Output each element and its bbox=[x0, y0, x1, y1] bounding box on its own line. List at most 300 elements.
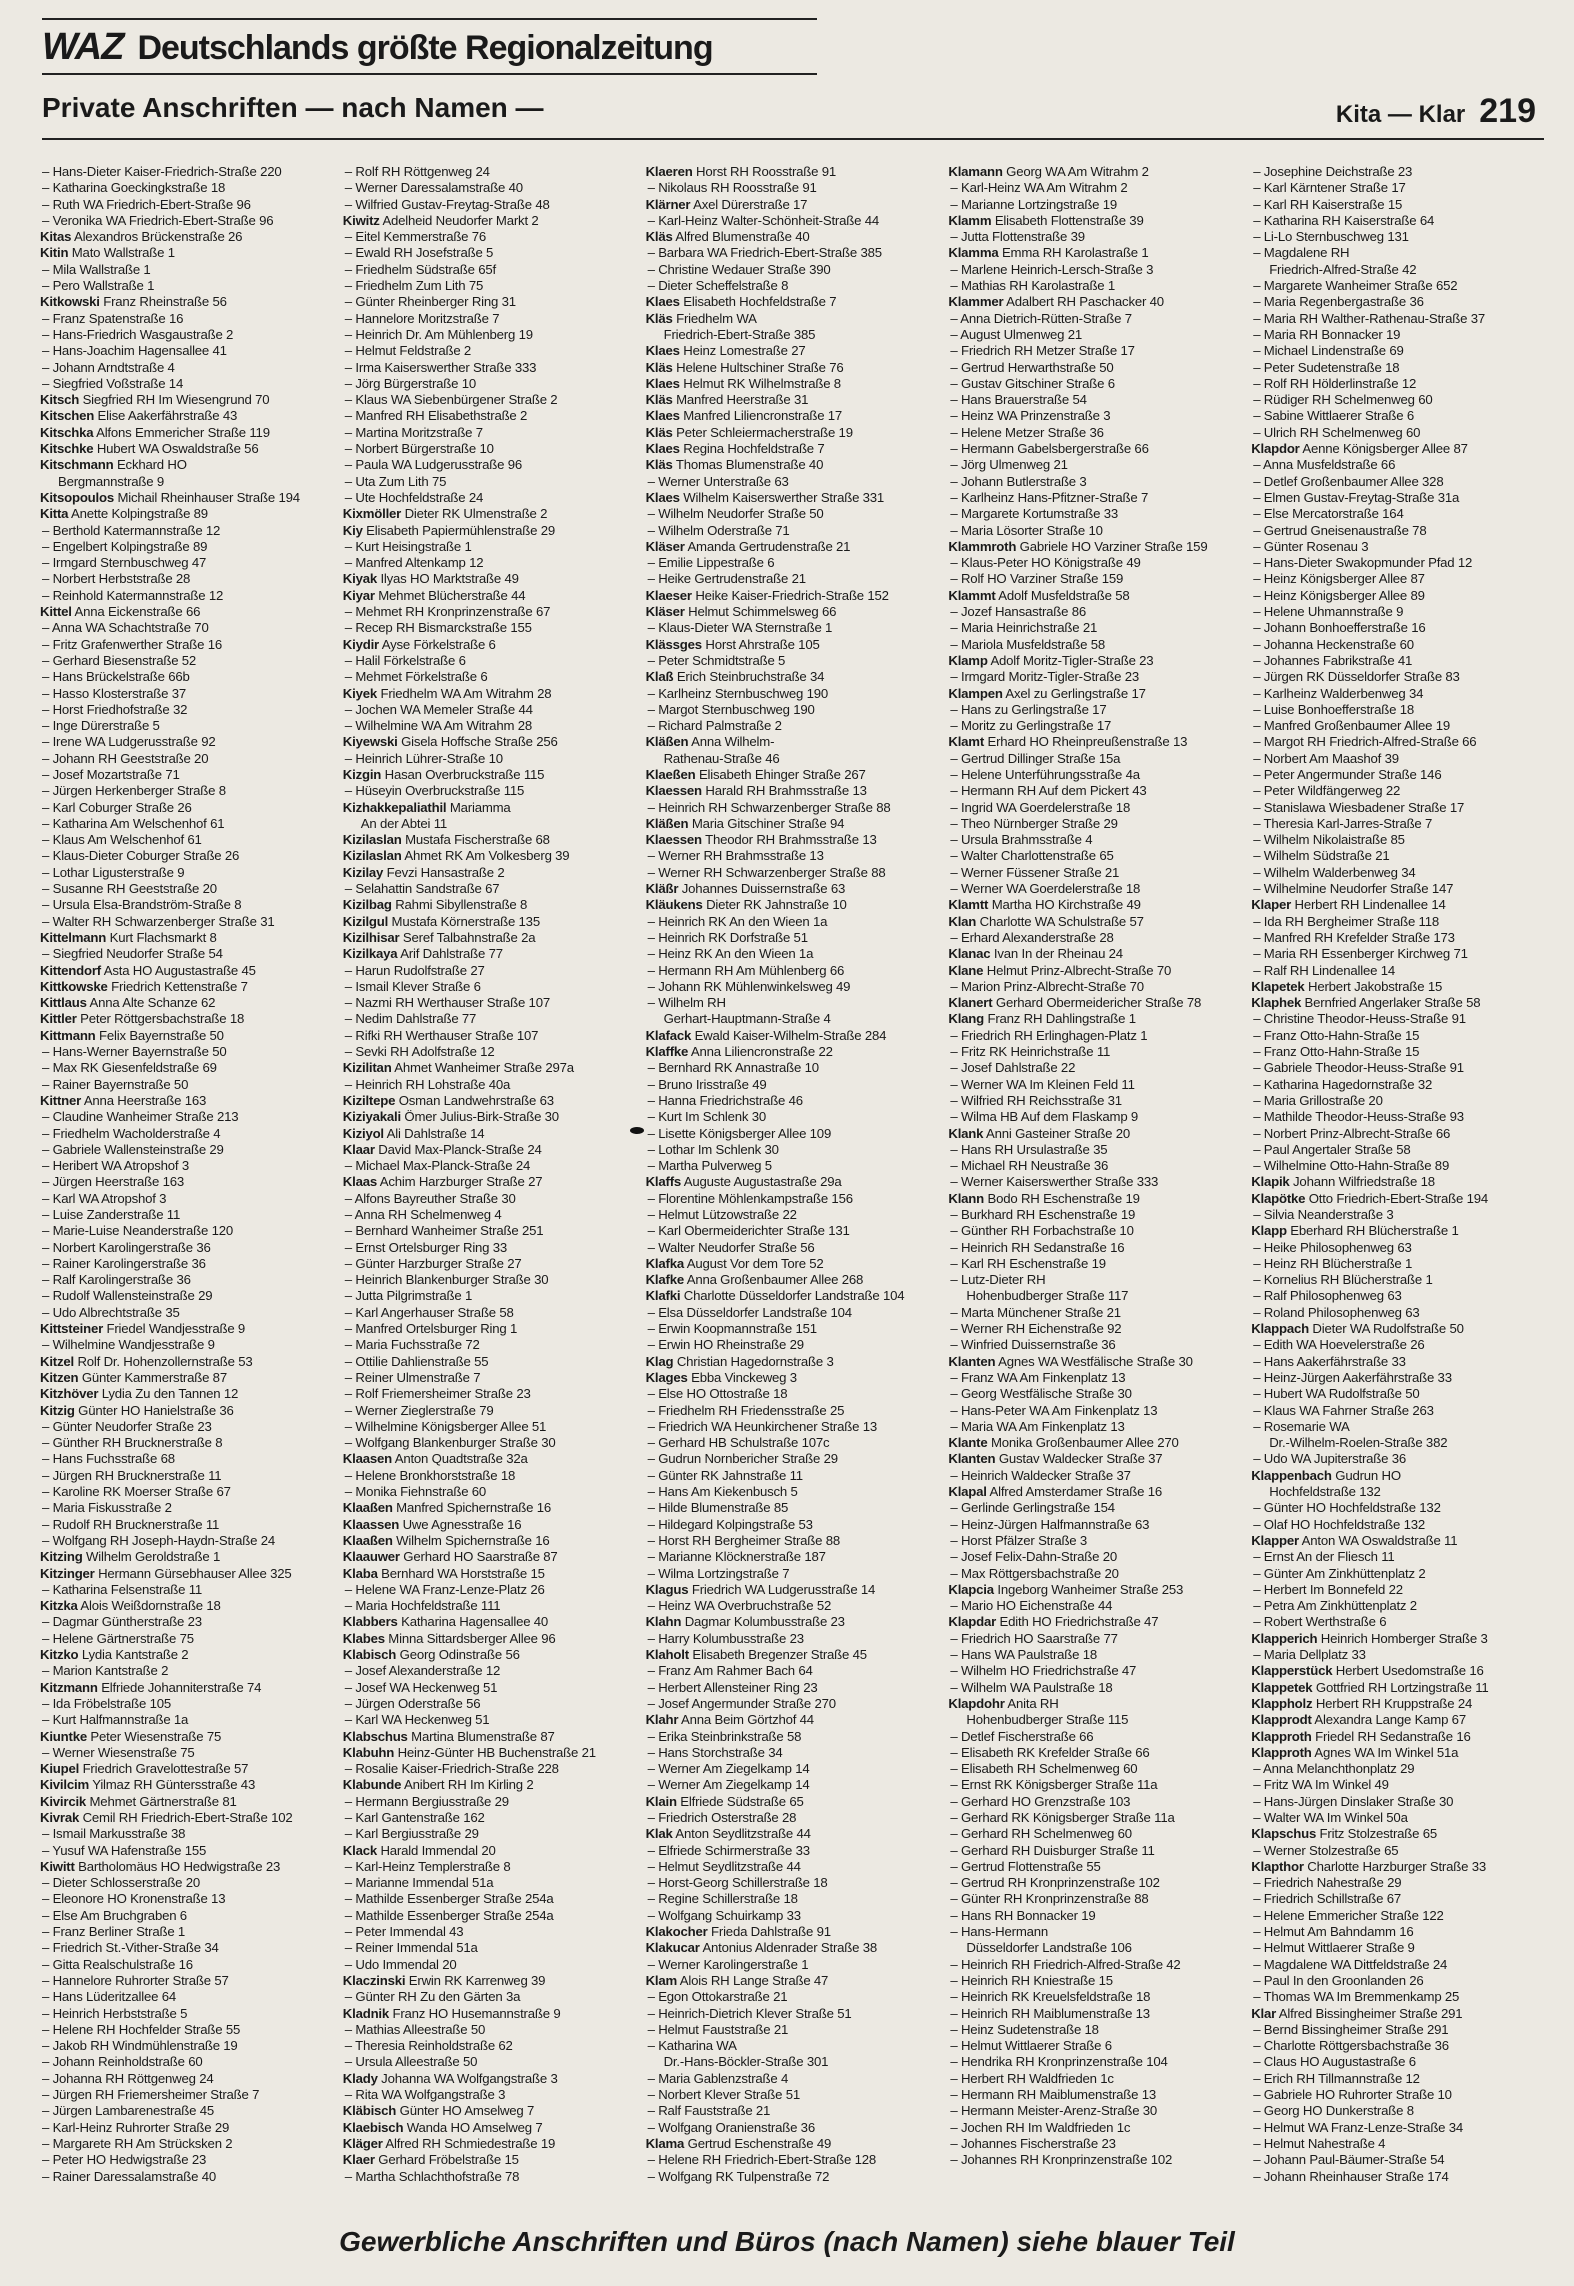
listing-entry bbox=[343, 1826, 632, 1842]
listing-entry bbox=[948, 1142, 1237, 1158]
entry-text: – Rudolf Wallensteinstraße 29 bbox=[42, 1288, 213, 1304]
entry-text: – August Ulmenweg 21 bbox=[950, 326, 1083, 342]
entry-text: – Wilhelm RH bbox=[647, 995, 726, 1011]
entry-continuation: Hohenbudberger Straße 117 bbox=[966, 1288, 1129, 1304]
surname: Klaaßen bbox=[342, 1500, 393, 1516]
listing-entry bbox=[948, 1158, 1237, 1174]
listing-entry bbox=[343, 360, 632, 376]
listing-entry bbox=[1251, 669, 1540, 685]
listing-entry bbox=[948, 1908, 1237, 1924]
listing-entry bbox=[948, 1354, 1237, 1370]
listing-entry bbox=[1251, 995, 1540, 1011]
entry-text: – Helmut Wittlaerer Straße 6 bbox=[950, 2038, 1112, 2054]
listing-entry bbox=[343, 278, 632, 294]
listing-entry bbox=[948, 2152, 1237, 2168]
entry-text: – Margot Sternbuschweg 190 bbox=[647, 701, 815, 717]
listing-entry bbox=[948, 555, 1237, 571]
listing-entry bbox=[343, 571, 632, 587]
listing-entry bbox=[343, 1745, 632, 1761]
surname: Klaes bbox=[645, 294, 680, 310]
entry-text: Agnes WA Im Winkel 51a bbox=[1311, 1744, 1459, 1760]
entry-text: – Heinrich RH Kniestraße 15 bbox=[950, 1972, 1113, 1988]
entry-text: – Gerhard RH Duisburger Straße 11 bbox=[950, 1842, 1155, 1858]
listing-entry bbox=[1251, 702, 1540, 718]
listing-entry bbox=[1251, 360, 1540, 376]
listing-entry bbox=[40, 213, 329, 229]
listing-entry bbox=[646, 1288, 935, 1304]
listing-entry bbox=[646, 669, 935, 685]
listing-entry bbox=[1251, 734, 1540, 750]
listing-entry bbox=[343, 1843, 632, 1859]
surname: Klanert bbox=[948, 995, 993, 1011]
entry-text: – Helmut Lützowstraße 22 bbox=[647, 1207, 797, 1222]
listing-entry bbox=[948, 800, 1237, 816]
listing-entry bbox=[948, 360, 1237, 376]
listing-entry bbox=[343, 1256, 632, 1272]
surname: Kittsteiner bbox=[40, 1321, 104, 1337]
listing-entry bbox=[1251, 1011, 1540, 1027]
entry-text: – Maria Hochfeldstraße 111 bbox=[344, 1598, 501, 1614]
listing-entry bbox=[40, 1794, 329, 1810]
entry-text: – Alfons Bayreuther Straße 30 bbox=[344, 1190, 516, 1206]
entry-text: – Werner Füssener Straße 21 bbox=[950, 864, 1120, 880]
listing-entry bbox=[40, 686, 329, 702]
entry-text: – Karl WA Heckenweg 51 bbox=[344, 1712, 490, 1728]
surname: Klaauwer bbox=[342, 1549, 400, 1565]
entry-text: – Theo Nürnberger Straße 29 bbox=[950, 815, 1118, 831]
listing-entry bbox=[948, 1435, 1237, 1451]
entry-text: Anette Kolpingstraße 89 bbox=[68, 506, 208, 522]
entry-text: Günter HO Hanielstraße 36 bbox=[74, 1402, 234, 1418]
entry-text: – Werner Daressalamstraße 40 bbox=[344, 180, 523, 196]
entry-text: – Rolf HO Varziner Straße 159 bbox=[950, 571, 1124, 587]
listing-entry bbox=[948, 1859, 1237, 1875]
entry-text: – Ida RH Bergheimer Straße 118 bbox=[1253, 913, 1439, 929]
listing-entry bbox=[40, 1973, 329, 1989]
listing-entry bbox=[646, 1126, 935, 1142]
entry-text: – Margot RH Friedrich-Alfred-Straße 66 bbox=[1253, 734, 1477, 750]
entry-text: Minna Sittardsberger Allee 96 bbox=[384, 1630, 556, 1646]
entry-text: – Olaf HO Hochfeldstraße 132 bbox=[1253, 1516, 1425, 1532]
surname: Klapdar bbox=[948, 1614, 997, 1630]
entry-text: Thomas Blumenstraße 40 bbox=[672, 457, 824, 473]
entry-text: – Helene Bronkhorststraße 18 bbox=[344, 1467, 516, 1483]
listing-entry bbox=[948, 1386, 1237, 1402]
surname: Kittler bbox=[40, 1011, 77, 1027]
entry-text: – Florentine Möhlenkampstraße 156 bbox=[647, 1190, 853, 1206]
listing-entry bbox=[948, 2136, 1237, 2152]
listing-entry bbox=[343, 2120, 632, 2136]
surname: Klafka bbox=[645, 1255, 684, 1271]
entry-text: – Heinrich RH Lohstraße 40a bbox=[344, 1076, 511, 1092]
entry-text: – Theresia Karl-Jarres-Straße 7 bbox=[1253, 815, 1433, 831]
listing-entry bbox=[1251, 1777, 1540, 1793]
entry-text: – Johann RH Geeststraße 20 bbox=[42, 750, 209, 766]
surname: Kizgin bbox=[342, 766, 382, 782]
entry-text: – Klaus-Dieter WA Sternstraße 1 bbox=[647, 620, 833, 636]
entry-text: Aenne Königsberger Allee 87 bbox=[1299, 441, 1468, 457]
entry-text: – Mathias Alleestraße 50 bbox=[344, 2021, 486, 2037]
entry-text: – Werner Zieglerstraße 79 bbox=[344, 1402, 494, 1418]
surname: Klakucar bbox=[645, 1940, 700, 1956]
listing-entry bbox=[646, 2152, 935, 2168]
entry-text: – Hans Lüderitzallee 64 bbox=[42, 1989, 176, 2005]
listing-entry bbox=[1251, 2103, 1540, 2119]
entry-text: – Magdalene RH bbox=[1253, 245, 1350, 261]
entry-text: – Helmut Feldstraße 2 bbox=[344, 343, 472, 359]
listing-entry bbox=[343, 2071, 632, 2087]
entry-text: Herbert Usedomstraße 16 bbox=[1332, 1663, 1484, 1679]
entry-text: Ingeborg Wanheimer Straße 253 bbox=[993, 1581, 1184, 1597]
listing-entry bbox=[948, 734, 1237, 750]
entry-text: – Reinhold Katermannstraße 12 bbox=[42, 587, 224, 603]
listing-entry bbox=[646, 1777, 935, 1793]
entry-text: – Helene Metzer Straße 36 bbox=[950, 424, 1104, 440]
entry-text: – Josef WA Heckenweg 51 bbox=[344, 1679, 498, 1695]
entry-text: – Walter WA Im Winkel 50a bbox=[1253, 1809, 1408, 1825]
entry-text: Gottfried RH Lortzingstraße 11 bbox=[1312, 1679, 1489, 1695]
entry-text: Franz RH Dahlingstraße 1 bbox=[984, 1011, 1136, 1027]
listing-entry bbox=[1251, 1370, 1540, 1386]
entry-text: Alois RH Lange Straße 47 bbox=[677, 1972, 829, 1988]
entry-text: – Günther RH Brucknerstraße 8 bbox=[42, 1435, 223, 1451]
listing-entry bbox=[343, 164, 632, 180]
listing-entry bbox=[948, 637, 1237, 653]
entry-text: – Nazmi RH Werthauser Straße 107 bbox=[344, 995, 550, 1011]
listing-entry bbox=[40, 474, 329, 490]
listing-entry bbox=[343, 1484, 632, 1500]
listing-entry bbox=[1251, 2071, 1540, 2087]
listing-entry bbox=[948, 506, 1237, 522]
listing-entry bbox=[343, 1500, 632, 1516]
listing-entry bbox=[343, 1712, 632, 1728]
entry-text: – Mathias RH Karolastraße 1 bbox=[950, 278, 1116, 294]
listing-entry bbox=[40, 327, 329, 343]
entry-text: – Norbert Karolingerstraße 36 bbox=[42, 1239, 211, 1255]
entry-text: – Friedrich WA Heunkirchener Straße 13 bbox=[647, 1418, 877, 1434]
listing-entry bbox=[948, 376, 1237, 392]
listing-entry bbox=[1251, 686, 1540, 702]
entry-text: – Hans Aakerfährstraße 33 bbox=[1253, 1353, 1406, 1369]
entry-text: – Werner RH Eichenstraße 92 bbox=[950, 1321, 1122, 1337]
listing-entry bbox=[40, 1729, 329, 1745]
entry-text: – Karl Gantenstraße 162 bbox=[344, 1809, 485, 1825]
entry-text: – Dieter Scheffelstraße 8 bbox=[647, 278, 789, 294]
entry-text: – Susanne RH Geeststraße 20 bbox=[42, 881, 217, 897]
listing-entry bbox=[948, 327, 1237, 343]
entry-text: – Paul Angertaler Straße 58 bbox=[1253, 1141, 1411, 1157]
surname: Kläser bbox=[645, 538, 685, 554]
entry-text: Dieter WA Rudolfstraße 50 bbox=[1308, 1321, 1464, 1337]
entry-text: – Wilhelm Walderbenweg 34 bbox=[1253, 864, 1416, 880]
entry-text: – Luise Bonhoefferstraße 18 bbox=[1253, 701, 1414, 717]
surname: Kitkowski bbox=[40, 294, 100, 310]
entry-text: Adolf Musfeldstraße 58 bbox=[995, 587, 1130, 603]
listing-entry bbox=[40, 1451, 329, 1467]
surname: Kiziltepe bbox=[342, 1092, 396, 1108]
entry-text: – Egon Ottokarstraße 21 bbox=[647, 1989, 788, 2005]
listing-entry bbox=[948, 1468, 1237, 1484]
listing-entry bbox=[646, 2006, 935, 2022]
listing-entry bbox=[646, 1386, 935, 1402]
surname: Kiyak bbox=[342, 571, 377, 587]
entry-text: Felix Bayernstraße 50 bbox=[95, 1027, 224, 1043]
entry-text: – Margarete RH Am Strücksken 2 bbox=[42, 2135, 233, 2151]
listing-entry bbox=[646, 1191, 935, 1207]
entry-text: Osman Landwehrstraße 63 bbox=[395, 1092, 554, 1108]
listing-entry bbox=[1251, 2038, 1540, 2054]
surname: Kiwitt bbox=[40, 1858, 75, 1874]
surname: Klag bbox=[645, 1353, 674, 1369]
listing-entry bbox=[646, 914, 935, 930]
listing-entry bbox=[343, 1973, 632, 1989]
entry-text: Friedel RH Sedanstraße 16 bbox=[1311, 1728, 1471, 1744]
surname: Kitschke bbox=[40, 441, 94, 457]
entry-text: – Heike Philosophenweg 63 bbox=[1253, 1239, 1412, 1255]
listing-entry bbox=[343, 995, 632, 1011]
entry-text: – Heinrich RH Maiblumenstraße 13 bbox=[950, 2005, 1150, 2021]
listing-entry bbox=[948, 425, 1237, 441]
listing-entry bbox=[1251, 1566, 1540, 1582]
entry-text: Gustav Waldecker Straße 37 bbox=[995, 1451, 1163, 1467]
entry-text: Erhard HO Rheinpreußenstraße 13 bbox=[984, 734, 1188, 750]
entry-text: Elfriede Johanniterstraße 74 bbox=[97, 1679, 262, 1695]
listing-entry bbox=[343, 343, 632, 359]
entry-text: Wanda HO Amselweg 7 bbox=[403, 2119, 543, 2135]
entry-text: – Friedrich St.-Vither-Straße 34 bbox=[42, 1940, 219, 1956]
listing-entry bbox=[646, 1940, 935, 1956]
listing-entry bbox=[646, 1647, 935, 1663]
listing-entry bbox=[646, 180, 935, 196]
entry-text: – Udo WA Jupiterstraße 36 bbox=[1253, 1451, 1407, 1467]
entry-text: – Herbert Im Bonnefeld 22 bbox=[1253, 1581, 1403, 1597]
surname: Kizilitan bbox=[342, 1060, 392, 1076]
listing-entry bbox=[40, 1370, 329, 1386]
entry-text: – Günter RH Kronprinzenstraße 88 bbox=[950, 1891, 1149, 1907]
entry-text: – Günter Rheinberger Ring 31 bbox=[344, 294, 516, 310]
entry-text: – Kurt Heisingstraße 1 bbox=[344, 538, 472, 554]
listing-entry bbox=[343, 441, 632, 457]
listing-entry bbox=[1251, 620, 1540, 636]
entry-text: – Rifki RH Werthauser Straße 107 bbox=[344, 1027, 539, 1043]
surname: Kizilgul bbox=[342, 913, 389, 929]
entry-text: – Hermann Meister-Arenz-Straße 30 bbox=[950, 2103, 1158, 2119]
entry-text: – Anna RH Schelmenweg 4 bbox=[344, 1207, 502, 1222]
surname: Klaessen bbox=[645, 783, 702, 799]
entry-text: – Margarete Kortumstraße 33 bbox=[950, 506, 1118, 522]
listing-entry bbox=[343, 2087, 632, 2103]
listing-entry bbox=[948, 1419, 1237, 1435]
surname: Klaes bbox=[645, 375, 680, 391]
listing-entry bbox=[646, 2103, 935, 2119]
listing-entry bbox=[40, 197, 329, 213]
listing-entry bbox=[646, 2136, 935, 2152]
entry-text: – Jörg Ulmenweg 21 bbox=[950, 457, 1068, 473]
entry-text: – Wilhelmine Neudorfer Straße 147 bbox=[1253, 881, 1454, 897]
entry-text: Ilyas HO Marktstraße 49 bbox=[377, 571, 519, 587]
surname: Kittkowske bbox=[40, 978, 108, 994]
entry-text: – Friedrich Osterstraße 28 bbox=[647, 1809, 797, 1825]
listing-entry bbox=[1251, 1989, 1540, 2005]
listing-entry bbox=[343, 865, 632, 881]
listing-entry bbox=[343, 620, 632, 636]
listing-entry bbox=[646, 588, 935, 604]
entry-text: – Hüseyin Overbruckstraße 115 bbox=[344, 783, 525, 799]
entry-text: – Anna Dietrich-Rütten-Straße 7 bbox=[950, 310, 1132, 326]
surname: Klapprodt bbox=[1251, 1712, 1312, 1728]
listing-entry bbox=[40, 1240, 329, 1256]
listing-entry bbox=[1251, 2169, 1540, 2185]
listing-entry bbox=[646, 1109, 935, 1125]
entry-text: Anna Alte Schanze 62 bbox=[86, 995, 216, 1011]
listing-entry bbox=[646, 441, 935, 457]
surname: Klamt bbox=[948, 734, 985, 750]
listing-entry bbox=[1251, 408, 1540, 424]
listing-entry bbox=[1251, 914, 1540, 930]
listing-entry bbox=[1251, 1142, 1540, 1158]
listing-entry bbox=[646, 490, 935, 506]
listing-entry bbox=[1251, 1614, 1540, 1630]
listing-entry bbox=[646, 1891, 935, 1907]
listing-entry bbox=[1251, 1305, 1540, 1321]
entry-text: – Werner WA Goerdelerstraße 18 bbox=[950, 881, 1141, 897]
entry-text: – Ralf RH Lindenallee 14 bbox=[1253, 962, 1396, 978]
surname: Kixmöller bbox=[342, 506, 402, 522]
entry-text: – Mathilde Theodor-Heuss-Straße 93 bbox=[1253, 1109, 1464, 1125]
surname: Kiziyakali bbox=[342, 1109, 401, 1125]
surname: Klapschus bbox=[1251, 1826, 1317, 1842]
listing-entry bbox=[1251, 604, 1540, 620]
entry-text: Gertrud Eschenstraße 49 bbox=[684, 2135, 832, 2151]
listing-entry bbox=[1251, 311, 1540, 327]
entry-text: – Manfred Großenbaumer Allee 19 bbox=[1253, 718, 1451, 734]
listing-entry bbox=[1251, 1843, 1540, 1859]
listing-entry bbox=[948, 197, 1237, 213]
entry-text: – Else HO Ottostraße 18 bbox=[647, 1386, 788, 1402]
listing-entry bbox=[646, 1044, 935, 1060]
listing-entry bbox=[1251, 245, 1540, 261]
entry-text: – Ute Hochfeldstraße 24 bbox=[344, 489, 484, 505]
listing-entry bbox=[646, 1256, 935, 1272]
entry-text: – Heinrich RK An den Wieen 1a bbox=[647, 913, 828, 929]
listing-entry bbox=[948, 832, 1237, 848]
entry-text: – Karl Bergiusstraße 29 bbox=[344, 1826, 479, 1842]
listing-entry bbox=[646, 718, 935, 734]
surname: Klapdor bbox=[1251, 441, 1300, 457]
entry-text: – Bruno Irisstraße 49 bbox=[647, 1076, 767, 1092]
listing-entry bbox=[1251, 718, 1540, 734]
entry-text: Peter Wiesenstraße 75 bbox=[86, 1728, 222, 1744]
entry-text: – Hendrika RH Kronprinzenstraße 104 bbox=[950, 2054, 1168, 2070]
listing-entry bbox=[948, 311, 1237, 327]
entry-continuation: Gerhart-Hauptmann-Straße 4 bbox=[663, 1011, 831, 1027]
entry-text: – Heinz-Jürgen Halfmannstraße 63 bbox=[950, 1516, 1150, 1532]
surname: Kitzinger bbox=[40, 1565, 95, 1581]
listing-entry bbox=[1251, 816, 1540, 832]
listing-entry bbox=[1251, 930, 1540, 946]
entry-text: – Siegfried Voßstraße 14 bbox=[42, 375, 184, 391]
surname: Klabes bbox=[342, 1630, 385, 1646]
listing-entry bbox=[948, 1060, 1237, 1076]
surname: Klappach bbox=[1251, 1321, 1309, 1337]
entry-text: – Barbara WA Friedrich-Ebert-Straße 385 bbox=[647, 245, 882, 261]
listing-entry bbox=[1251, 1419, 1540, 1435]
listing-entry bbox=[646, 1517, 935, 1533]
listing-entry bbox=[343, 1403, 632, 1419]
surname: Klamm bbox=[948, 212, 992, 228]
entry-continuation: An der Abtei 11 bbox=[360, 815, 447, 831]
entry-text: – Rainer Karolingerstraße 36 bbox=[42, 1255, 206, 1271]
entry-text: – Karlheinz Walderbenweg 34 bbox=[1253, 685, 1424, 701]
entry-text: – Hasso Klosterstraße 37 bbox=[42, 685, 186, 701]
listing-entry bbox=[1251, 1077, 1540, 1093]
entry-text: – Jutta Pilgrimstraße 1 bbox=[344, 1288, 473, 1304]
listing-entry bbox=[1251, 1891, 1540, 1907]
listing-entry bbox=[343, 897, 632, 913]
surname: Kittendorf bbox=[40, 962, 101, 978]
entry-text: – Nikolaus RH Roosstraße 91 bbox=[647, 180, 817, 196]
entry-text: – Rainer Daressalamstraße 40 bbox=[42, 2168, 216, 2184]
listing-entry bbox=[343, 1451, 632, 1467]
listing-entry bbox=[948, 245, 1237, 261]
entry-text: – Heinz Königsberger Allee 89 bbox=[1253, 587, 1425, 603]
entry-text: Anna Wilhelm- bbox=[688, 734, 775, 750]
surname: Klaeren bbox=[645, 164, 693, 179]
entry-text: – Sabine Wittlaerer Straße 6 bbox=[1253, 408, 1414, 424]
listing-entry bbox=[40, 832, 329, 848]
entry-text: – Friedhelm Südstraße 65f bbox=[344, 261, 496, 277]
entry-text: – Franz Otto-Hahn-Straße 15 bbox=[1253, 1044, 1420, 1060]
entry-text: – Elisabeth RK Krefelder Straße 66 bbox=[950, 1744, 1150, 1760]
entry-text: – Maria RH Walther-Rathenau-Straße 37 bbox=[1253, 310, 1485, 326]
listing-entry bbox=[646, 979, 935, 995]
listing-entry bbox=[1251, 1794, 1540, 1810]
listing-entry bbox=[948, 1582, 1237, 1598]
listing-entry bbox=[948, 1451, 1237, 1467]
listing-entry bbox=[343, 604, 632, 620]
entry-text: – Maria RH Essenberger Kirchweg 71 bbox=[1253, 946, 1468, 962]
listing-entry bbox=[1251, 800, 1540, 816]
entry-text: Günter Kammerstraße 87 bbox=[78, 1369, 227, 1385]
listing-entry bbox=[646, 1370, 935, 1386]
entry-text: – Georg Westfälische Straße 30 bbox=[950, 1386, 1132, 1402]
surname: Kiyewski bbox=[342, 734, 398, 750]
listing-entry bbox=[40, 588, 329, 604]
entry-text: – Karl WA Atropshof 3 bbox=[42, 1190, 167, 1206]
entry-text: Friedrich Kettenstraße 7 bbox=[107, 978, 248, 994]
listing-entry bbox=[646, 571, 935, 587]
listing-entry bbox=[646, 294, 935, 310]
surname: Kläs bbox=[645, 457, 673, 473]
entry-text: – Regine Schillerstraße 18 bbox=[647, 1891, 798, 1907]
entry-text: Herbert Jakobstraße 15 bbox=[1304, 978, 1443, 994]
entry-text: – Jürgen RH Brucknerstraße 11 bbox=[42, 1467, 222, 1483]
listing-entry bbox=[40, 164, 329, 180]
listing-entry bbox=[1251, 523, 1540, 539]
surname: Klaes bbox=[645, 441, 680, 457]
entry-text: – Hans-Friedrich Wasgaustraße 2 bbox=[42, 326, 234, 342]
entry-text: – Yusuf WA Hafenstraße 155 bbox=[42, 1842, 207, 1858]
listing-entry bbox=[646, 1077, 935, 1093]
listing-entry bbox=[948, 1093, 1237, 1109]
entry-text: – Sevki RH Adolfstraße 12 bbox=[344, 1044, 495, 1060]
entry-text: – Herbert Allensteiner Ring 23 bbox=[647, 1679, 818, 1695]
listing-entry bbox=[1251, 2006, 1540, 2022]
listing-entry bbox=[646, 1403, 935, 1419]
entry-text: Seref Talbahnstraße 2a bbox=[399, 929, 536, 945]
listing-entry bbox=[948, 1973, 1237, 1989]
listing-entry bbox=[343, 1011, 632, 1027]
